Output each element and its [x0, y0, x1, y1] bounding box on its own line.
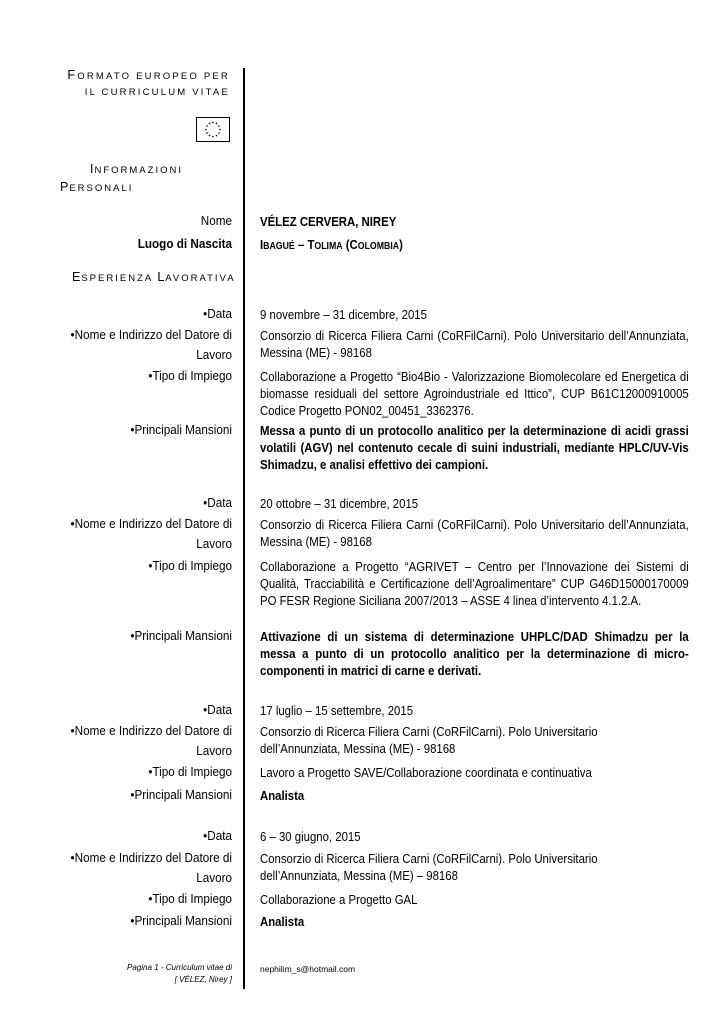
entry1-job-type: Collaborazione a Progetto “Bio4Bio - Valorizzazione Biomolecolare ed Energetica di biomasse residuali del settore Agroindustriale ed Ittico”, CUP B61C12000910005 Codice Progetto PON02_00451_3362376. — [260, 369, 689, 418]
entry3-duties: Analista — [260, 788, 305, 803]
duties-label: •Principali Mansioni — [130, 913, 232, 928]
page-footer-info: Pagina 1 - Curriculum vitae di [ VÉLEZ, Nirey ] — [127, 963, 232, 984]
job-type-label: •Tipo di Impiego — [148, 764, 232, 779]
entry4-employer: Consorzio di Ricerca Filiera Carni (CoRFilCarni). Polo Universitario dell’Annunziata, Messina (ME) – 98168 — [260, 851, 598, 883]
entry4-job-type: Collaborazione a Progetto GAL — [260, 892, 418, 907]
date-label: •Data — [203, 828, 232, 843]
footer-email: nephilim_s@hotmail.com — [260, 964, 356, 974]
date-label: •Data — [203, 702, 232, 717]
entry2-duties: Attivazione di un sistema di determinazione UHPLC/DAD Shimadzu per la messa a punto di un protocollo analitico per la determinazione di micro-componenti in matrici di carne e derivati. — [260, 629, 689, 678]
duties-label: •Principali Mansioni — [130, 422, 232, 437]
entry3-date: 17 luglio – 15 settembre, 2015 — [260, 703, 414, 718]
entry2-employer: Consorzio di Ricerca Filiera Carni (CoRFilCarni). Polo Universitario dell’Annunziata, Messina (ME) - 98168 — [260, 517, 689, 549]
eu-stars-icon — [197, 118, 229, 141]
entry2-job-type: Collaborazione a Progetto “AGRIVET – Centro per l’Innovazione dei Sistemi di Qualità, Tracciabilità e Certificazione dell’Agroalimentare” CUP G46D15000170009 PO FESR Regione Siciliana 2007/2013 – ASSE 4 linea d’intervento 4.1.2.A. — [260, 559, 689, 608]
birthplace-label: Luogo di Nascita — [137, 236, 232, 251]
duties-label: •Principali Mansioni — [130, 628, 232, 643]
job-type-label: •Tipo di Impiego — [148, 558, 232, 573]
date-label: •Data — [203, 495, 232, 510]
name-value: VÉLEZ CERVERA, NIREY — [260, 214, 397, 229]
employer-label: •Nome e Indirizzo del Datore di Lavoro — [70, 516, 232, 551]
employer-label: •Nome e Indirizzo del Datore di Lavoro — [70, 850, 232, 885]
birthplace-value: IBAGUÉ – TOLIMA (COLOMBIA) — [260, 237, 403, 252]
vertical-divider — [243, 68, 245, 989]
name-label: Nome — [200, 213, 232, 228]
cv-format-title-line1: FORMATO EUROPEO PER — [67, 68, 230, 82]
date-label: •Data — [203, 306, 232, 321]
entry1-employer: Consorzio di Ricerca Filiera Carni (CoRFilCarni). Polo Universitario dell’Annunziata, Messina (ME) - 98168 — [260, 328, 689, 360]
entry1-date: 9 novembre – 31 dicembre, 2015 — [260, 307, 427, 322]
eu-flag-logo — [196, 117, 230, 142]
cv-format-title-line2: IL CURRICULUM VITAE — [84, 87, 230, 98]
job-type-label: •Tipo di Impiego — [148, 368, 232, 383]
work-experience-heading: ESPERIENZA LAVORATIVA — [72, 270, 236, 284]
personal-info-heading-line1: INFORMAZIONI — [90, 162, 183, 176]
entry2-date: 20 ottobre – 31 dicembre, 2015 — [260, 496, 419, 511]
duties-label: •Principali Mansioni — [130, 787, 232, 802]
entry4-duties: Analista — [260, 914, 305, 929]
personal-info-heading-line2: PERSONALI — [60, 180, 134, 194]
entry1-duties: Messa a punto di un protocollo analitico per la determinazione di acidi grassi volatili (AGV) nel contenuto cecale di suini industriali, mediante HPLC/UV-Vis Shimadzu, e analisi effettivo dei campioni. — [260, 423, 689, 472]
entry3-job-type: Lavoro a Progetto SAVE/Collaborazione coordinata e continuativa — [260, 765, 592, 780]
employer-label: •Nome e Indirizzo del Datore di Lavoro — [70, 327, 232, 362]
job-type-label: •Tipo di Impiego — [148, 891, 232, 906]
employer-label: •Nome e Indirizzo del Datore di Lavoro — [70, 723, 232, 758]
entry3-employer: Consorzio di Ricerca Filiera Carni (CoRFilCarni). Polo Universitario dell’Annunziata, Messina (ME) - 98168 — [260, 724, 598, 756]
entry4-date: 6 – 30 giugno, 2015 — [260, 829, 361, 844]
